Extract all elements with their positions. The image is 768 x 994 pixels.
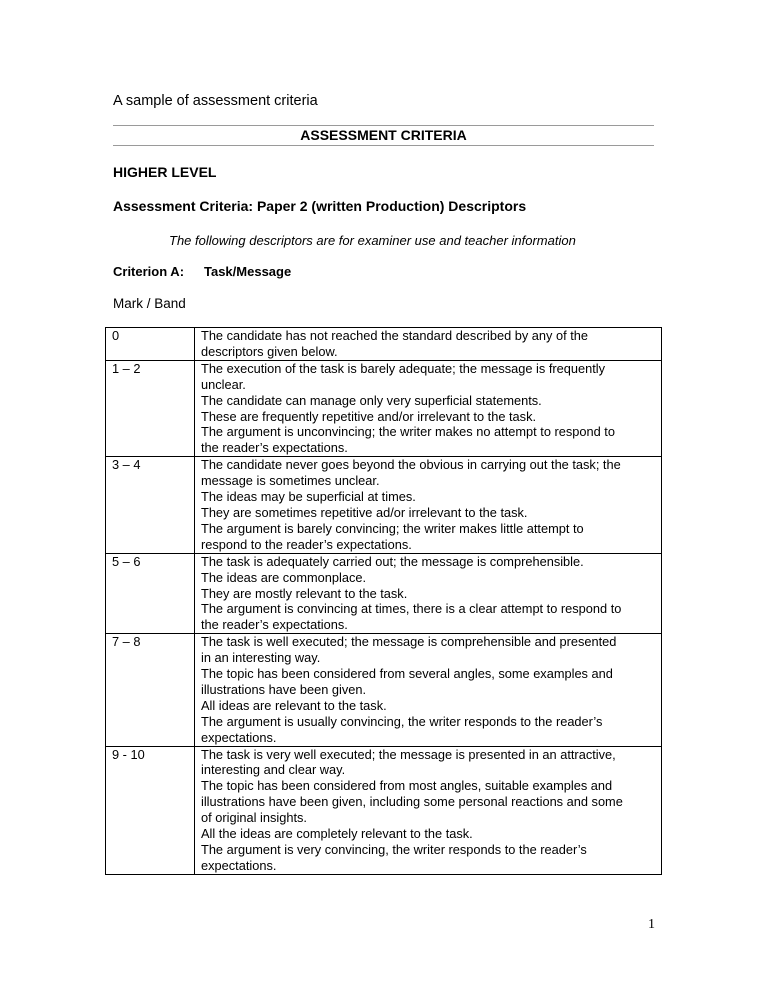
descriptor-line: They are mostly relevant to the task. (201, 585, 408, 601)
descriptor-line: expectations. (201, 857, 277, 873)
top-rule (113, 125, 654, 126)
table-row (106, 553, 662, 634)
descriptor-cell (195, 457, 662, 553)
descriptor-line: in an interesting way. (201, 650, 321, 666)
descriptor-cell (195, 360, 662, 456)
descriptor-line: All ideas are relevant to the task. (201, 697, 387, 713)
bottom-rule (113, 145, 654, 146)
descriptor-line: The candidate can manage only very superficial statements. (201, 392, 542, 408)
descriptor-line: All the ideas are completely relevant to the task. (201, 826, 473, 842)
descriptor-line: The ideas may be superficial at times. (201, 489, 416, 505)
criterion-label: Criterion A: (113, 264, 185, 279)
descriptor-line: descriptors given below. (201, 343, 338, 359)
descriptor-line: The candidate has not reached the standard described by any of the (201, 328, 589, 343)
descriptor-line: respond to the reader’s expectations. (201, 536, 412, 552)
descriptor-cell (195, 746, 662, 874)
descriptor-line: of original insights. (201, 810, 307, 826)
descriptor-line: The candidate never goes beyond the obvious in carrying out the task; the (201, 457, 621, 473)
intro-text: A sample of assessment criteria (113, 93, 318, 109)
descriptor-line: They are sometimes repetitive ad/or irrelevant to the task. (201, 504, 528, 520)
examiner-note: The following descriptors are for examiner use and teacher information (169, 233, 576, 248)
mark-band-cell: 1 – 2 (106, 360, 195, 456)
table-row (106, 457, 662, 553)
table-row (106, 360, 662, 456)
mark-band-cell: 0 (106, 328, 195, 361)
descriptor-line: interesting and clear way. (201, 762, 346, 778)
criterion-heading (113, 264, 291, 279)
criterion-name: Task/Message (204, 264, 292, 279)
descriptor-line: The argument is very convincing, the writer responds to the reader’s (201, 842, 587, 857)
page-number: 1 (648, 917, 655, 932)
descriptor-line: The task is adequately carried out; the message is comprehensible. (201, 553, 584, 569)
descriptor-line: These are frequently repetitive and/or irrelevant to the task. (201, 408, 537, 424)
descriptor-line: The argument is unconvincing; the writer makes no attempt to respond to (201, 424, 615, 440)
descriptor-cell (195, 328, 662, 361)
descriptor-line: the reader’s expectations. (201, 440, 348, 456)
table-row (106, 328, 662, 361)
mark-band-cell: 5 – 6 (106, 553, 195, 634)
table-row (106, 746, 662, 874)
mark-band-cell: 7 – 8 (106, 634, 195, 746)
descriptor-line: The argument is barely convincing; the writer makes little attempt to (201, 520, 584, 536)
descriptor-line: message is sometimes unclear. (201, 473, 380, 489)
page-title: ASSESSMENT CRITERIA (300, 127, 467, 143)
descriptor-cell (195, 634, 662, 746)
criteria-table (105, 327, 662, 875)
descriptor-line: unclear. (201, 376, 246, 392)
mark-band-cell: 3 – 4 (106, 457, 195, 553)
level-heading: HIGHER LEVEL (113, 164, 217, 180)
descriptor-line: illustrations have been given, including some personal reactions and some (201, 794, 623, 810)
descriptor-line: illustrations have been given. (201, 681, 367, 697)
descriptor-cell (195, 553, 662, 634)
mark-band-label: Mark / Band (113, 296, 186, 311)
mark-band-cell: 9 - 10 (106, 746, 195, 874)
descriptor-line: The ideas are commonplace. (201, 569, 367, 585)
descriptor-line: expectations. (201, 729, 277, 745)
table-row (106, 634, 662, 746)
descriptor-line: the reader’s expectations. (201, 617, 348, 633)
descriptor-line: The task is well executed; the message is comprehensible and presented (201, 634, 617, 650)
descriptor-line: The execution of the task is barely adequate; the message is frequently (201, 360, 606, 376)
descriptor-line: The argument is usually convincing, the writer responds to the reader’s (201, 713, 603, 729)
descriptor-line: The topic has been considered from most angles, suitable examples and (201, 778, 613, 794)
paper-heading: Assessment Criteria: Paper 2 (written Production) Descriptors (113, 198, 527, 214)
descriptor-line: The argument is convincing at times, there is a clear attempt to respond to (201, 601, 622, 617)
descriptor-line: The task is very well executed; the message is presented in an attractive, (201, 746, 616, 762)
descriptor-line: The topic has been considered from several angles, some examples and (201, 666, 613, 682)
